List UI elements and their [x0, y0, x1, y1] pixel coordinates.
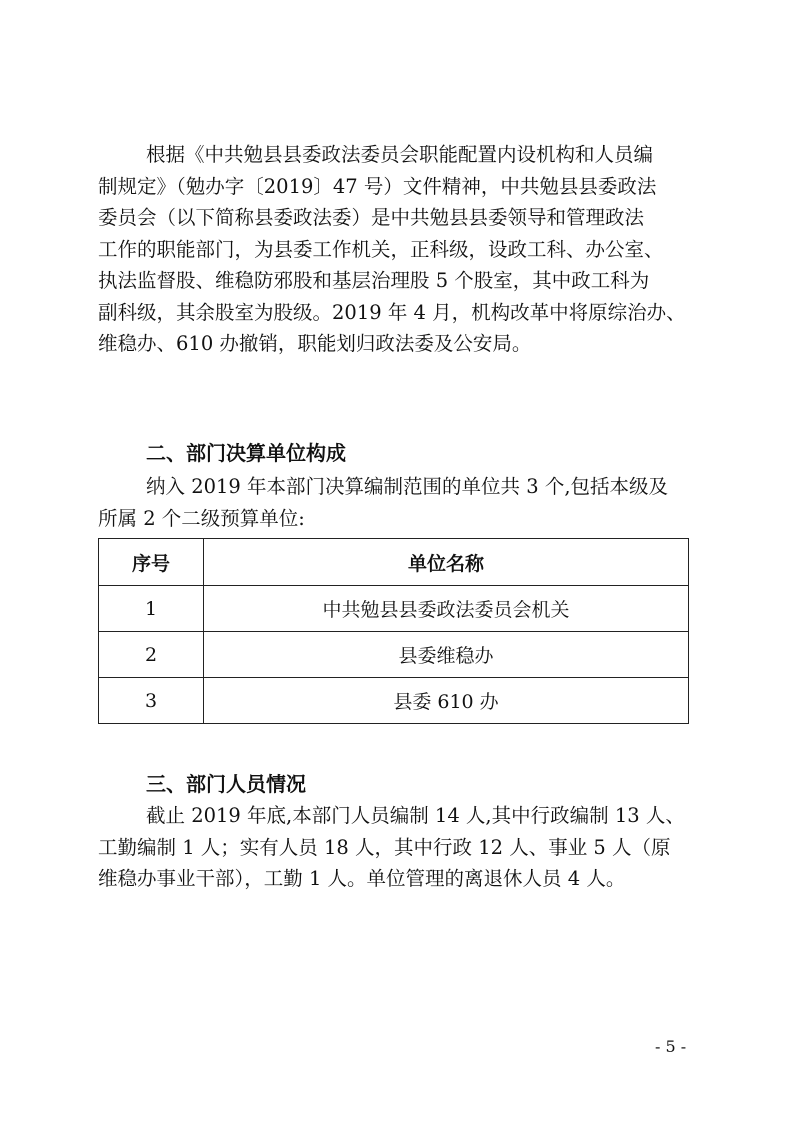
cell-unit-name: 中共勉县县委政法委员会机关 — [204, 586, 689, 632]
paragraph-line: 委员会（以下简称县委政法委）是中共勉县县委领导和管理政法 — [98, 206, 645, 229]
section3-heading: 三、部门人员情况 — [146, 772, 306, 796]
paragraph-line: 截止 2019 年底,本部门人员编制 14 人,其中行政编制 13 人、 — [146, 804, 685, 827]
paragraph-line: 维稳办、610 办撤销，职能划归政法委及公安局。 — [98, 332, 532, 355]
paragraph-line: 工作的职能部门，为县委工作机关，正科级，设政工科、办公室、 — [98, 237, 664, 261]
cell-index: 2 — [99, 632, 204, 678]
col-header-unit-name: 单位名称 — [204, 539, 689, 586]
section3-paragraph — [98, 800, 698, 895]
page-number: - 5 - — [655, 1037, 687, 1056]
col-header-index: 序号 — [99, 539, 204, 586]
intro-paragraph — [98, 139, 698, 360]
paragraph-line: 工勤编制 1 人；实有人员 18 人，其中行政 12 人、事业 5 人（原 — [98, 835, 671, 859]
cell-unit-name: 县委维稳办 — [204, 632, 689, 678]
paragraph-line: 执法监督股、维稳防邪股和基层治理股 5 个股室，其中政工科为 — [98, 269, 650, 292]
section2-paragraph — [98, 471, 698, 534]
paragraph-line: 纳入 2019 年本部门决算编制范围的单位共 3 个,包括本级及 — [146, 475, 669, 498]
cell-index: 1 — [99, 586, 204, 632]
table-row — [99, 632, 689, 678]
paragraph-line: 制规定》（勉办字〔2019〕47 号）文件精神，中共勉县县委政法 — [98, 174, 657, 198]
cell-unit-name: 县委 610 办 — [204, 678, 689, 724]
paragraph-line: 根据《中共勉县县委政法委员会职能配置内设机构和人员编 — [146, 143, 654, 166]
cell-index: 3 — [99, 678, 204, 724]
section2-heading: 二、部门决算单位构成 — [146, 441, 346, 465]
table-row — [99, 586, 689, 632]
paragraph-line: 所属 2 个二级预算单位: — [98, 506, 305, 530]
paragraph-line: 维稳办事业干部），工勤 1 人。单位管理的离退休人员 4 人。 — [98, 867, 626, 890]
table-header-row — [99, 539, 689, 586]
paragraph-line: 副科级，其余股室为股级。2019 年 4 月，机构改革中将原综治办、 — [98, 300, 686, 324]
table-row — [99, 678, 689, 724]
units-table — [98, 538, 689, 724]
